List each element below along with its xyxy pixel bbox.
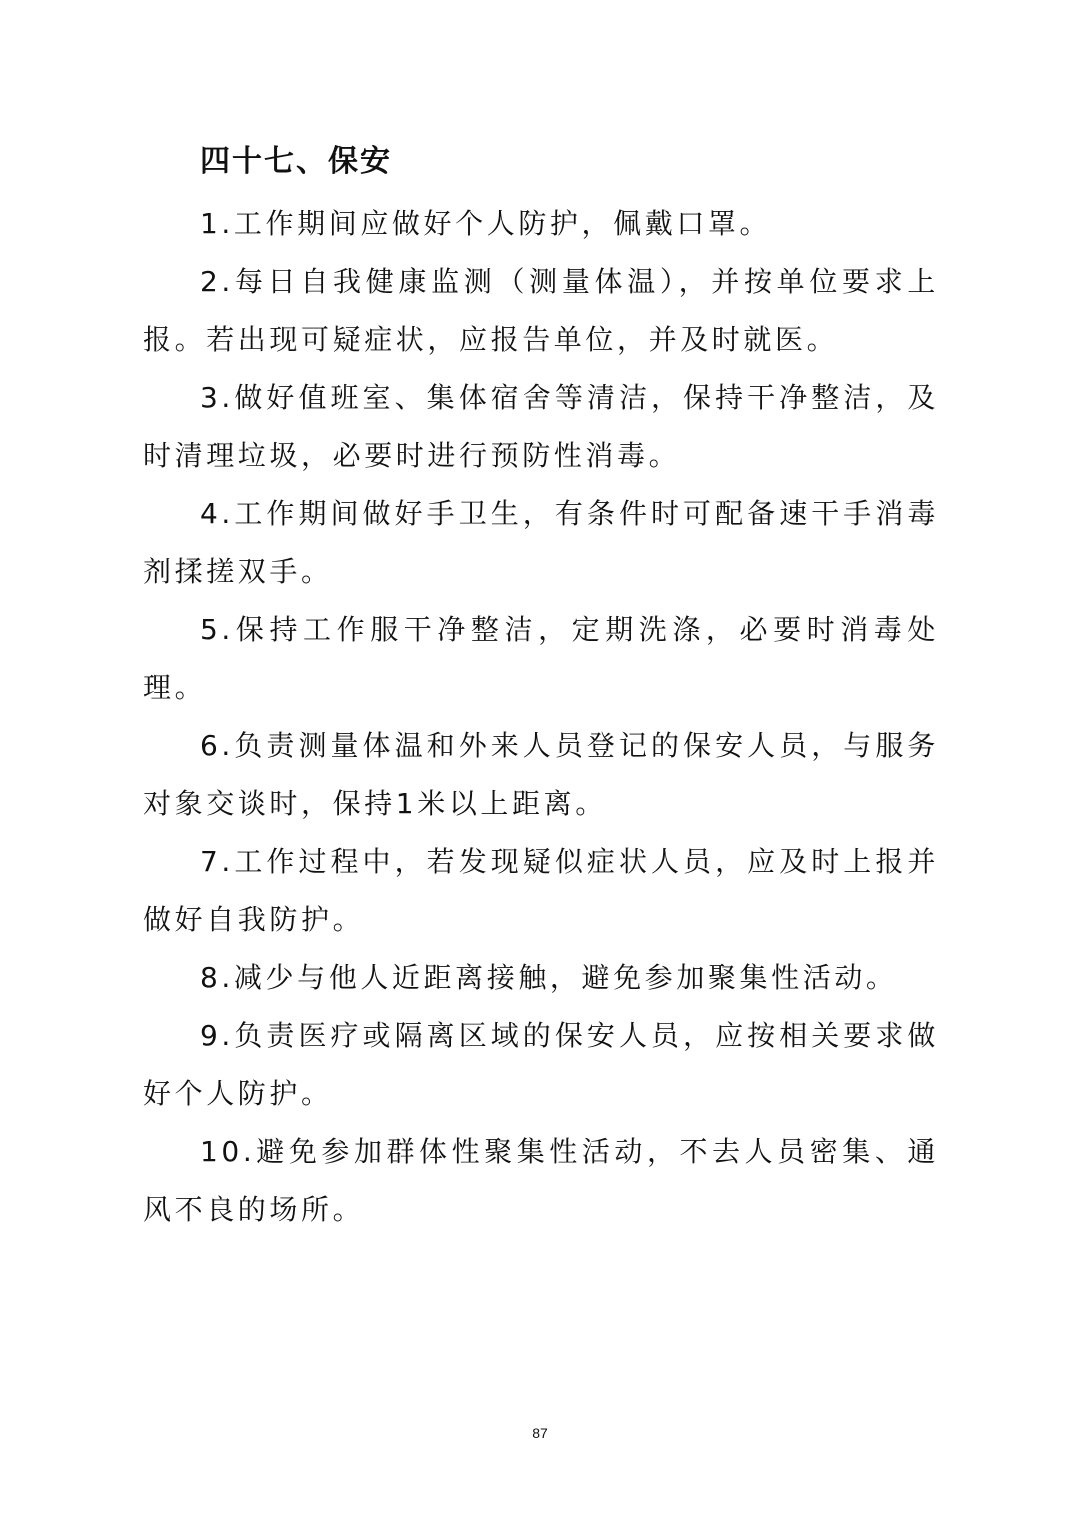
paragraph-9: 9.负责医疗或隔离区域的保安人员，应按相关要求做好个人防护。 [143, 1019, 939, 1110]
paragraph-2: 2.每日自我健康监测（测量体温），并按单位要求上报。若出现可疑症状，应报告单位，并及时就医。 [143, 265, 939, 356]
paragraph-8: 8.减少与他人近距离接触，避免参加聚集性活动。 [200, 961, 898, 994]
paragraph-4: 4.工作期间做好手卫生，有条件时可配备速干手消毒剂揉搓双手。 [143, 497, 939, 588]
paragraph-5: 5.保持工作服干净整洁，定期洗涤，必要时消毒处理。 [143, 613, 939, 704]
paragraph-6: 6.负责测量体温和外来人员登记的保安人员，与服务对象交谈时，保持1米以上距离。 [143, 729, 939, 820]
paragraph-10: 10.避免参加群体性聚集性活动，不去人员密集、通风不良的场所。 [143, 1135, 939, 1226]
section-heading: 四十七、保安 [200, 144, 392, 179]
page-number: 87 [532, 1425, 548, 1441]
body-text [143, 195, 939, 1239]
paragraph-3: 3.做好值班室、集体宿舍等清洁，保持干净整洁，及时清理垃圾，必要时进行预防性消毒。 [143, 381, 939, 472]
paragraph-7: 7.工作过程中，若发现疑似症状人员，应及时上报并做好自我防护。 [143, 845, 939, 936]
paragraph-1: 1.工作期间应做好个人防护，佩戴口罩。 [200, 207, 772, 240]
